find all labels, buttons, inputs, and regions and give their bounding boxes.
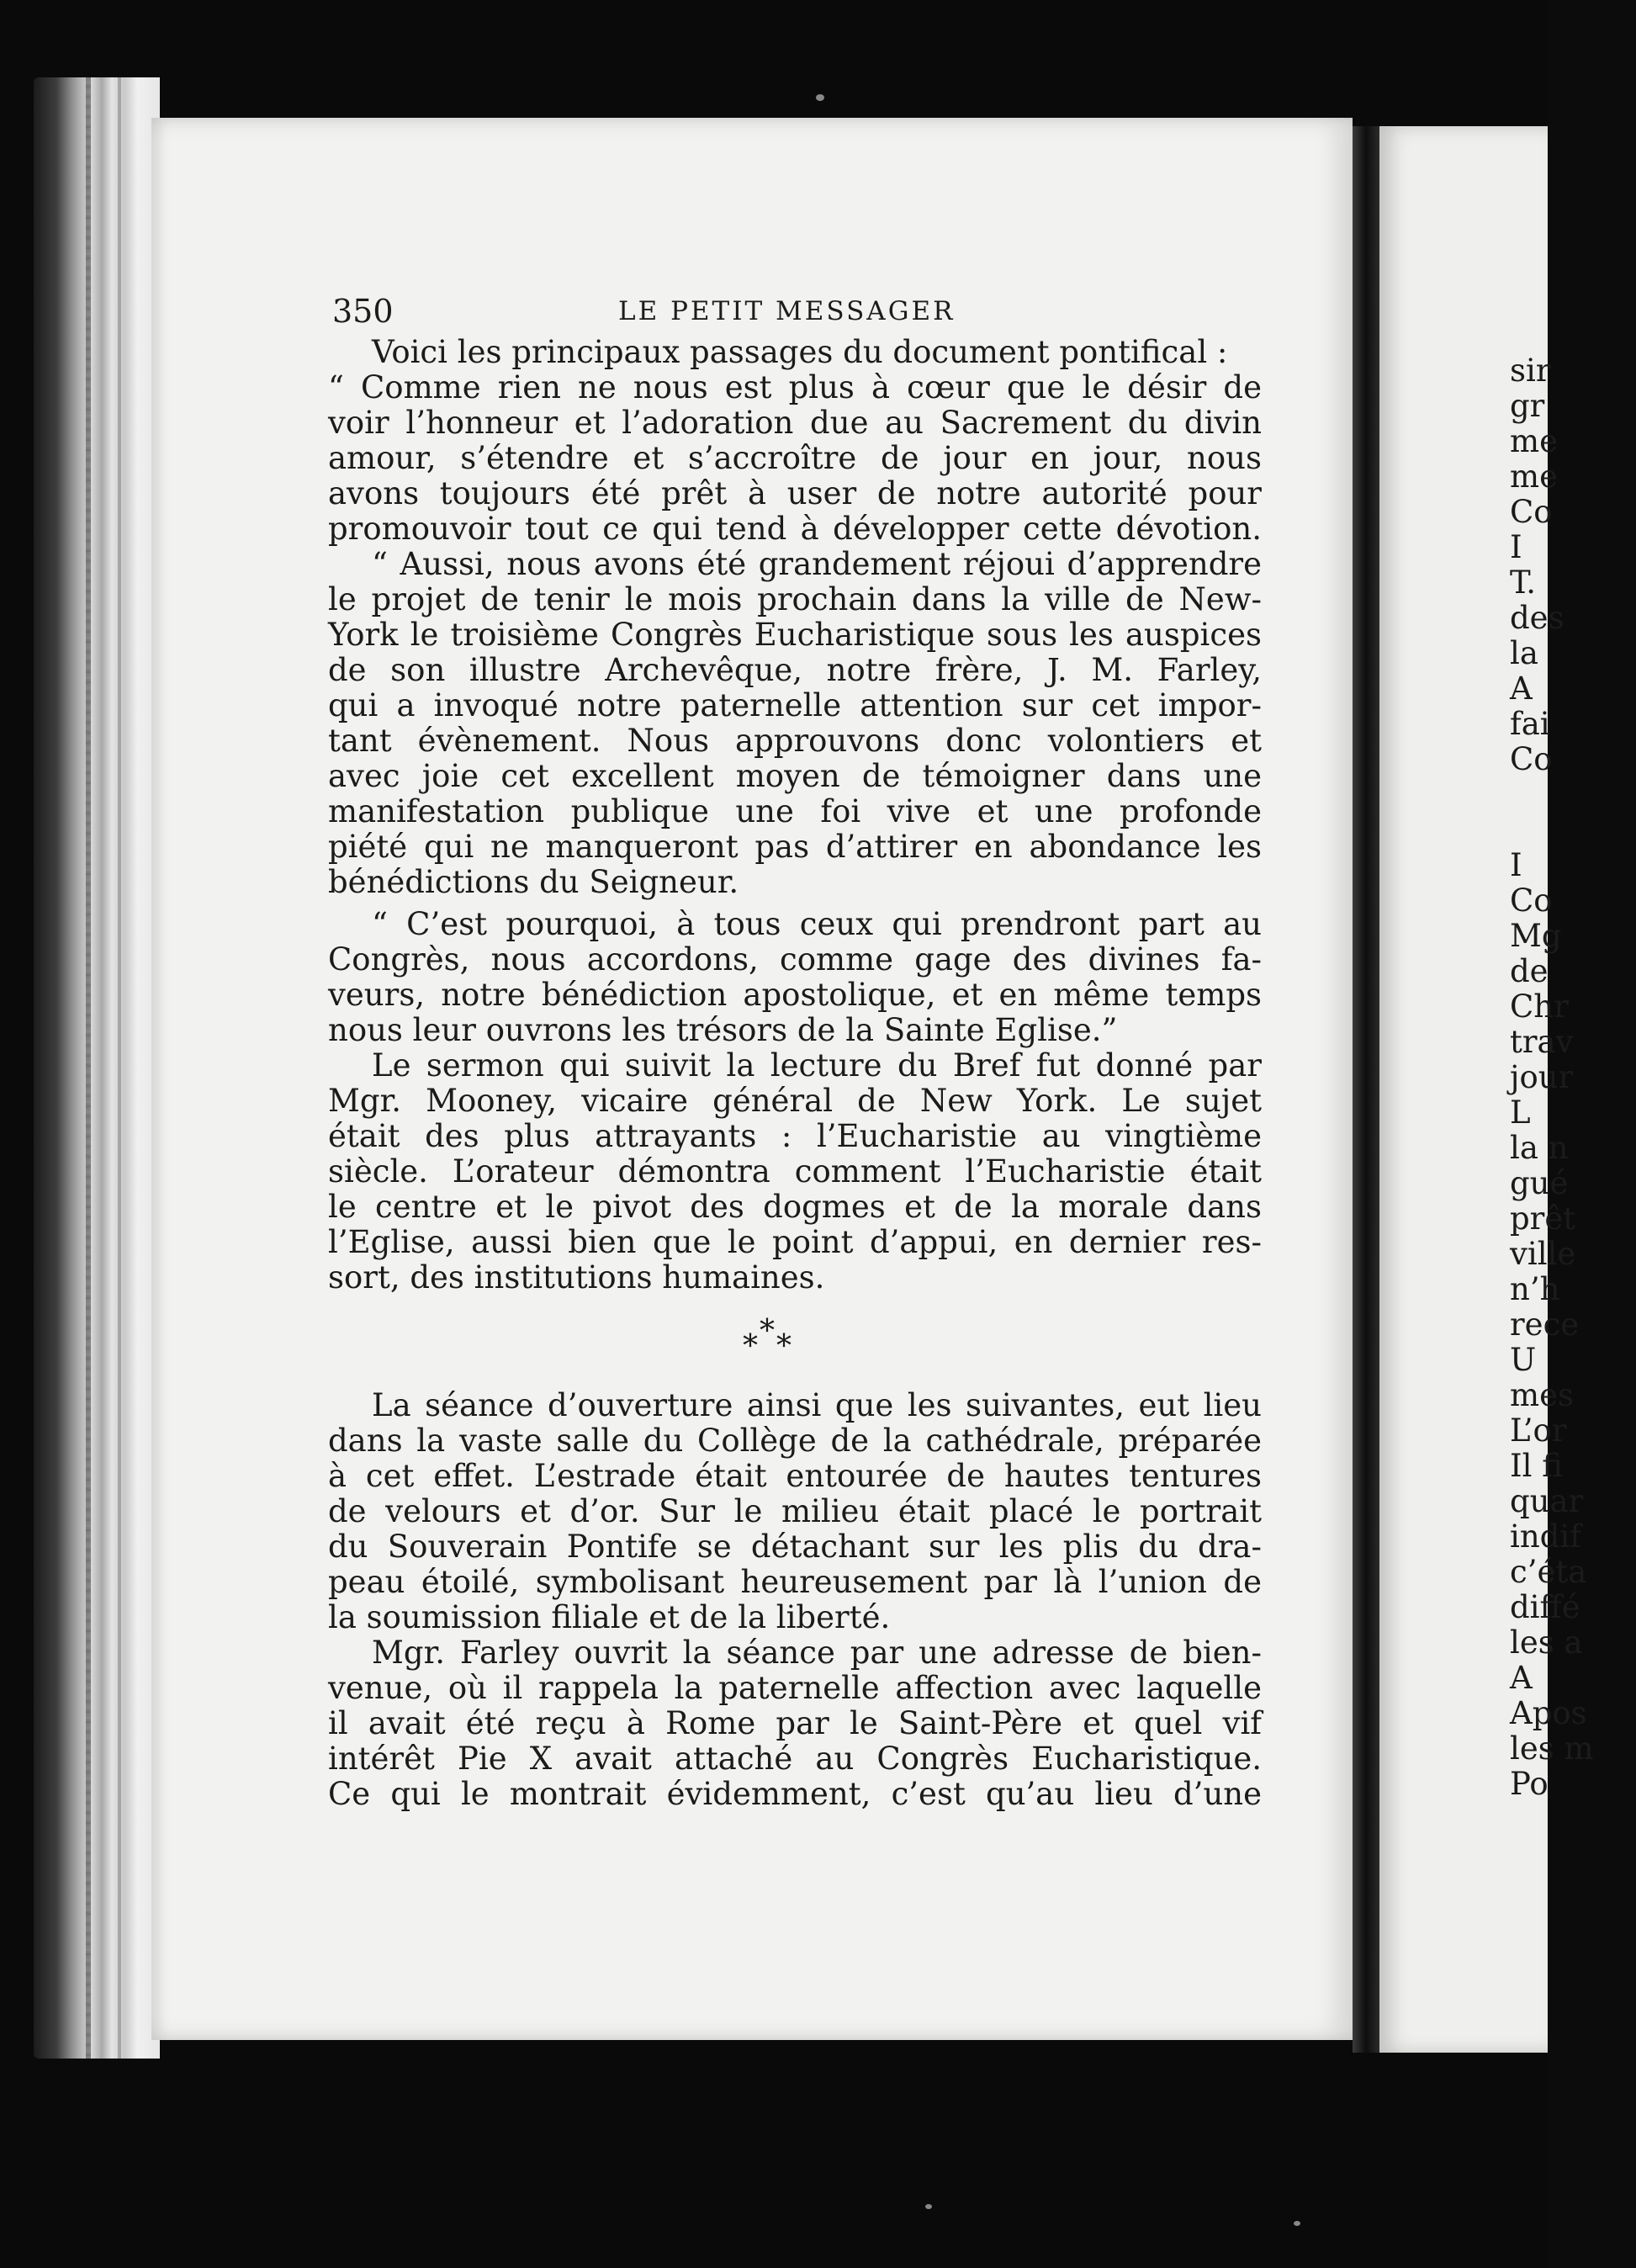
text-line: promouvoir tout ce qui tend à développer cette dévotion.: [328, 511, 1262, 547]
text-line: gué: [1510, 1165, 1569, 1201]
text-line: avec joie cet excellent moyen de témoigner dans une: [328, 758, 1262, 794]
text-line: “ Comme rien ne nous est plus à cœur que le désir de: [328, 369, 1262, 405]
text-line: U: [1510, 1342, 1537, 1378]
text-line: sir: [1510, 352, 1551, 389]
text-line: “ C’est pourquoi, à tous ceux qui prendront part au: [372, 906, 1262, 942]
text-line: La séance d’ouverture ainsi que les suivantes, eut lieu: [372, 1387, 1262, 1423]
text-line: L: [1510, 1094, 1531, 1131]
text-line: diffé: [1510, 1589, 1580, 1625]
text-line: manifestation publique une foi vive et une profonde: [328, 793, 1262, 829]
text-line: il avait été reçu à Rome par le Saint-Père et quel vif: [328, 1705, 1262, 1741]
text-line: jour: [1510, 1059, 1574, 1095]
text-line: était des plus attrayants : l’Eucharistie au vingtième: [328, 1118, 1262, 1154]
text-line: Il fi: [1510, 1448, 1563, 1484]
page-header: [332, 293, 1257, 335]
text-line: gr: [1510, 388, 1545, 424]
text-line: fai: [1510, 706, 1550, 742]
dust-speck: [816, 94, 824, 101]
running-title: LE PETIT MESSAGER: [618, 296, 956, 326]
text-line: Ce qui le montrait évidemment, c’est qu’au lieu d’une: [328, 1776, 1262, 1812]
text-line: avons toujours été prêt à user de notre autorité pour: [328, 475, 1262, 511]
text-line: A: [1510, 670, 1533, 707]
right-page-text-fragment: [1510, 353, 1636, 1802]
asterism-star: *: [776, 1329, 792, 1364]
text-line: du Souverain Pontife se détachant sur les plis du dra-: [328, 1529, 1262, 1565]
text-line: voir l’honneur et l’adoration due au Sacrement du divin: [328, 405, 1262, 441]
text-line: la n: [1510, 1130, 1569, 1166]
text-line: les m: [1510, 1730, 1594, 1767]
text-line: trav: [1510, 1024, 1574, 1060]
text-line: Po: [1510, 1766, 1549, 1802]
page-number: 350: [332, 293, 394, 330]
text-line: quar: [1510, 1483, 1584, 1519]
text-line: me: [1510, 423, 1558, 459]
text-line: n’h: [1510, 1271, 1560, 1307]
text-line: A: [1510, 1660, 1533, 1696]
text-line: Chr: [1510, 988, 1569, 1025]
text-line: I: [1510, 529, 1522, 565]
text-line: dans la vaste salle du Collège de la cathédrale, préparée: [328, 1423, 1262, 1459]
text-line: la soumission filiale et de la liberté.: [328, 1599, 891, 1635]
text-line: de son illustre Archevêque, notre frère, J. M. Farley,: [328, 652, 1262, 688]
text-line: des: [1510, 600, 1565, 636]
book-gutter: [1353, 126, 1379, 2053]
text-line: Mgr. Farley ouvrit la séance par une adresse de bien-: [372, 1635, 1262, 1671]
text-line: de velours et d’or. Sur le milieu était placé le portrait: [328, 1493, 1262, 1529]
text-line: Voici les principaux passages du document pontifical :: [372, 334, 1228, 370]
text-line: c’éta: [1510, 1554, 1587, 1590]
text-line: le centre et le pivot des dogmes et de la morale dans: [328, 1189, 1262, 1225]
text-line: bénédictions du Seigneur.: [328, 864, 739, 900]
text-line: indif: [1510, 1518, 1581, 1555]
text-line: L’or: [1510, 1412, 1567, 1449]
text-line: l’Eglise, aussi bien que le point d’appui, en dernier res-: [328, 1224, 1262, 1260]
text-line: piété qui ne manqueront pas d’attirer en abondance les: [328, 829, 1262, 865]
text-line: venue, où il rappela la paternelle affection avec laquelle: [328, 1670, 1262, 1706]
text-line: I: [1510, 847, 1522, 883]
text-line: Le sermon qui suivit la lecture du Bref fut donné par: [372, 1047, 1262, 1084]
text-line: “ Aussi, nous avons été grandement réjoui d’apprendre: [372, 546, 1262, 582]
text-line: Co: [1510, 882, 1553, 919]
text-line: les a: [1510, 1624, 1583, 1661]
text-line: amour, s’étendre et s’accroître de jour en jour, nous: [328, 440, 1262, 476]
text-line: le projet de tenir le mois prochain dans la ville de New-: [328, 581, 1262, 617]
text-line: Co: [1510, 494, 1553, 530]
dust-speck: [925, 2204, 932, 2209]
section-break-asterism: [328, 1296, 1262, 1388]
asterism-star: *: [760, 1314, 775, 1349]
text-line: peau étoilé, symbolisant heureusement par là l’union de: [328, 1564, 1262, 1600]
book-page-edges: [34, 77, 160, 2059]
text-line: tant évènement. Nous approuvons donc volontiers et: [328, 723, 1262, 759]
text-line: à cet effet. L’estrade était entourée de hautes tentures: [328, 1458, 1262, 1494]
text-line: Congrès, nous accordons, comme gage des divines fa-: [328, 941, 1262, 978]
text-line: veurs, notre bénédiction apostolique, et en même temps: [328, 977, 1262, 1013]
text-line: mes: [1510, 1377, 1574, 1413]
text-line: Mgr. Mooney, vicaire général de New York. Le sujet: [328, 1083, 1262, 1119]
text-line: Mg: [1510, 918, 1562, 954]
text-line: qui a invoqué notre paternelle attention sur cet impor-: [328, 687, 1262, 723]
asterism-star: *: [743, 1329, 758, 1364]
text-line: rece: [1510, 1306, 1580, 1343]
text-line: ville: [1510, 1236, 1576, 1272]
text-line: de: [1510, 953, 1549, 989]
text-line: sort, des institutions humaines.: [328, 1259, 825, 1296]
dust-speck: [1294, 2221, 1300, 2226]
text-line: me: [1510, 458, 1558, 495]
text-line: la: [1510, 635, 1538, 671]
text-line: Co: [1510, 741, 1553, 777]
text-line: T.: [1510, 564, 1537, 601]
page-body: [328, 335, 1262, 1812]
text-line: siècle. L’orateur démontra comment l’Eucharistie était: [328, 1153, 1262, 1190]
text-line: nous leur ouvrons les trésors de la Sainte Eglise.”: [328, 1012, 1118, 1048]
text-line: York le troisième Congrès Eucharistique sous les auspices: [328, 617, 1262, 653]
text-line: intérêt Pie X avait attaché au Congrès Eucharistique.: [328, 1741, 1262, 1777]
text-line: prêt: [1510, 1200, 1576, 1237]
text-line: Apos: [1510, 1695, 1587, 1731]
